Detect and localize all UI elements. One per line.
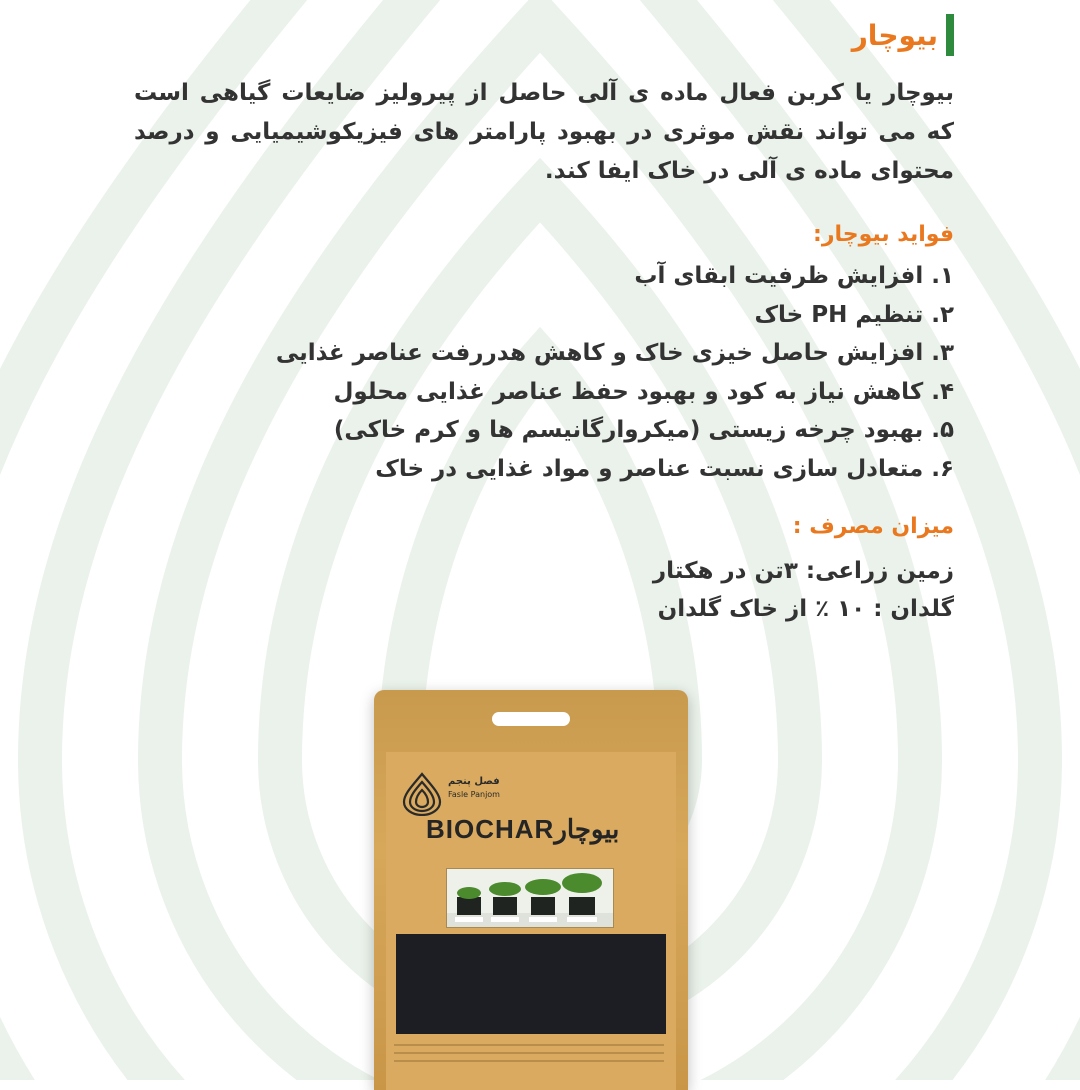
- benefit-item: ۳. افزایش حاصل خیزی خاک و کاهش هدررفت عناصر غذایی: [275, 340, 954, 366]
- brand-logo-icon: [400, 772, 444, 816]
- benefit-item: ۴. کاهش نیاز به کود و بهبود حفظ عناصر غذایی محلول: [333, 378, 954, 405]
- usage-heading: میزان مصرف :: [792, 514, 954, 539]
- benefit-item: ۱. افزایش ظرفیت ابقای آب: [634, 263, 954, 289]
- bag-window-biochar-contents: [396, 934, 666, 1034]
- usage-pot: گلدان : ۱۰ ٪ از خاک گلدان: [657, 596, 954, 622]
- usage-farm: زمین زراعی: ۳تن در هکتار: [652, 558, 954, 584]
- page-title: بیوچار: [851, 18, 938, 52]
- brand-name-en: Fasle Panjom: [448, 790, 500, 799]
- benefit-item: ۶. متعادل سازی نسبت عناصر و مواد غذایی در خاک: [375, 455, 954, 482]
- bag-handle-hole: [492, 712, 570, 726]
- benefit-item: ۲. تنظیم PH خاک: [754, 301, 954, 328]
- product-bag-image: [374, 690, 688, 1090]
- benefits-heading: فواید بیوچار:: [813, 222, 954, 247]
- product-name: [426, 814, 619, 845]
- intro-paragraph: بیوچار یا کربن فعال ماده ی آلی حاصل از پیرولیز ضایعات گیاهی است که می تواند نقش موثری در بهبود پارامتر های فیزیکوشیمیایی و درصد محتوای ماده ی آلی در خاک ایفا کند.: [134, 80, 954, 184]
- potted-plants-illustration: [447, 869, 613, 927]
- benefit-item: ۵. بهبود چرخه زیستی (میکروارگانیسم ها و کرم خاکی): [333, 417, 954, 443]
- product-name-en: BIOCHAR: [426, 814, 555, 844]
- heading-row: [852, 14, 954, 56]
- bag-fine-print: [394, 1038, 664, 1078]
- brand-name-fa: فصل پنجم: [448, 776, 500, 787]
- benefits-list: [276, 257, 954, 488]
- usage-block: [653, 552, 954, 628]
- heading-accent-bar: [946, 14, 954, 56]
- plant-trial-photo: [446, 868, 614, 928]
- product-name-fa: بیوچار: [554, 814, 620, 844]
